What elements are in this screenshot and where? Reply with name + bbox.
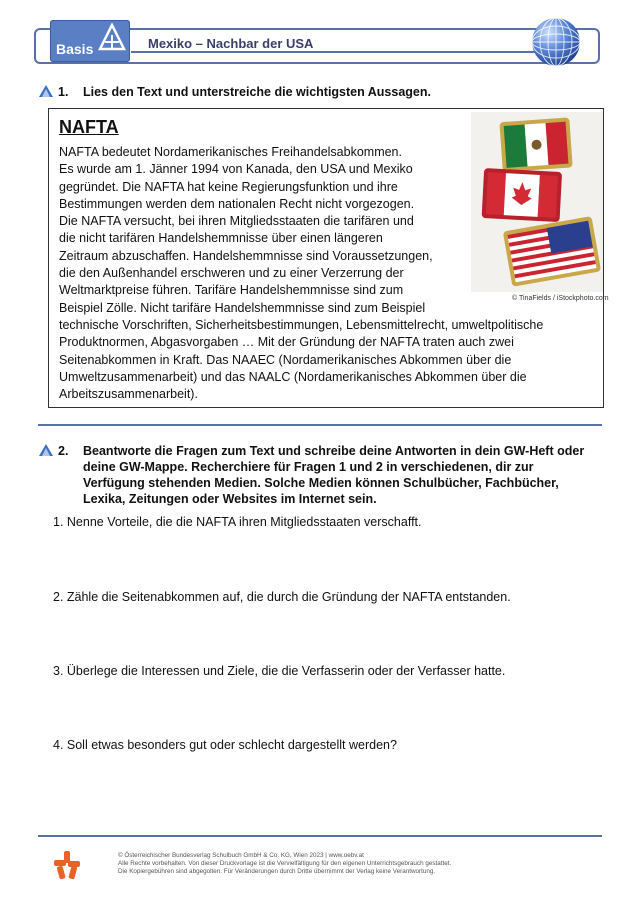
page-title: Mexiko – Nachbar der USA [148, 36, 314, 51]
basis-triangle-icon [98, 23, 126, 53]
task-1-instruction: Lies den Text und unterstreiche die wichtigsten Aussagen. [83, 85, 431, 99]
task-2-line: Beantworte die Fragen zum Text und schreibe deine Antworten in dein GW-Heft oder [83, 444, 585, 458]
basis-triangle-icon [38, 443, 54, 457]
article-line: Beispiel Zölle. Nicht tarifäre Handelshemmnisse sind zum Beispiel [59, 300, 426, 315]
article-line: Seitenabkommen in Kraft. Das NAAEC (Nordamerikanisches Abkommen über die [59, 352, 512, 367]
task-2-instruction [83, 443, 623, 507]
footer-copyright [118, 852, 451, 877]
task-1-number: 1. [58, 85, 69, 99]
article-line: NAFTA bedeutet Nordamerikanisches Freihandelsabkommen. [59, 145, 402, 159]
canada-flag-icon [482, 168, 563, 222]
mexico-flag-icon [499, 117, 572, 172]
article-line: Arbeitszusammenarbeit). [59, 387, 198, 402]
article-title: NAFTA [59, 117, 119, 137]
task-2-line: Verfügung stehenden Medien. Solche Medien können Schulbücher, Fachbücher, [83, 476, 559, 490]
question-2: 2. Zähle die Seitenabkommen auf, die durch die Gründung der NAFTA entstanden. [53, 590, 511, 604]
question-4: 4. Soll etwas besonders gut oder schlecht dargestellt werden? [53, 738, 397, 752]
question-1: 1. Nenne Vorteile, die die NAFTA ihren Mitgliedsstaaten verschafft. [53, 515, 422, 529]
article-line: Umweltzusammenarbeit) und das NAALC (Nordamerikanisches Abkommen über die [59, 369, 527, 384]
basis-badge-label: Basis [56, 41, 94, 57]
task-2-line: deine GW-Mappe. Recherchiere für Fragen 1 und 2 in verschiedenen, dir zur [83, 460, 534, 474]
basis-badge [50, 20, 130, 62]
article-line: technische Vorschriften, Sicherheitsbestimmungen, Lebensmittelrecht, umweltpolitische [59, 317, 544, 332]
footer-line: © Österreichischer Bundesverlag Schulbuch GmbH & Co. KG, Wien 2023 | www.oebv.at [118, 852, 364, 859]
publisher-logo-icon [54, 851, 80, 879]
article-line: Weltmarktpreise führen. Tarifäre Handelshemmnisse sind zum [59, 283, 404, 298]
task-2-number: 2. [58, 444, 69, 458]
article-line: Es wurde am 1. Jänner 1994 von Kanada, den USA und Mexiko [59, 162, 413, 177]
flags-photo [471, 112, 603, 292]
header-underline [131, 51, 538, 53]
task-2-line: Lexika, Zeitungen oder Websites im Internet sein. [83, 492, 377, 506]
article-line: Die NAFTA versucht, bei ihren Mitgliedsstaaten die tarifären und [59, 214, 414, 229]
article-line: Bestimmungen werden dem nationalen Recht nicht vorgezogen. [59, 196, 415, 211]
article-line: gegründet. Die NAFTA hat keine Regierungsfunktion und ihre [59, 179, 398, 194]
footer-divider [38, 835, 602, 837]
photo-credit: © TinaFields / iStockphoto.com [512, 295, 609, 302]
article-line: Zeitraum abzuschaffen. Handelshemmnisse sind Voraussetzungen, [59, 248, 433, 263]
article-line: Produktnormen, Abgasvorgaben … Mit der Gründung der NAFTA traten auch zwei [59, 335, 514, 350]
footer-line: Die Kopiergebühren sind abgegolten. Für Veränderungen durch Dritte übernimmt der Verlag keine Verantwortung. [118, 868, 436, 876]
basis-triangle-icon [38, 84, 54, 98]
article-line: die den Außenhandel erschweren und zu einer Verzerrung der [59, 266, 404, 281]
section-divider [38, 424, 602, 426]
footer-line: Alle Rechte vorbehalten. Von dieser Druckvorlage ist die Vervielfältigung für den eigenen Unterrichtsgebrauch gestattet. [118, 860, 452, 868]
globe-icon [530, 16, 582, 68]
question-3: 3. Überlege die Interessen und Ziele, die die Verfasserin oder der Verfasser hatte. [53, 664, 506, 678]
article-line: die nicht tarifären Handelshemmnisse über einen längeren [59, 231, 383, 246]
